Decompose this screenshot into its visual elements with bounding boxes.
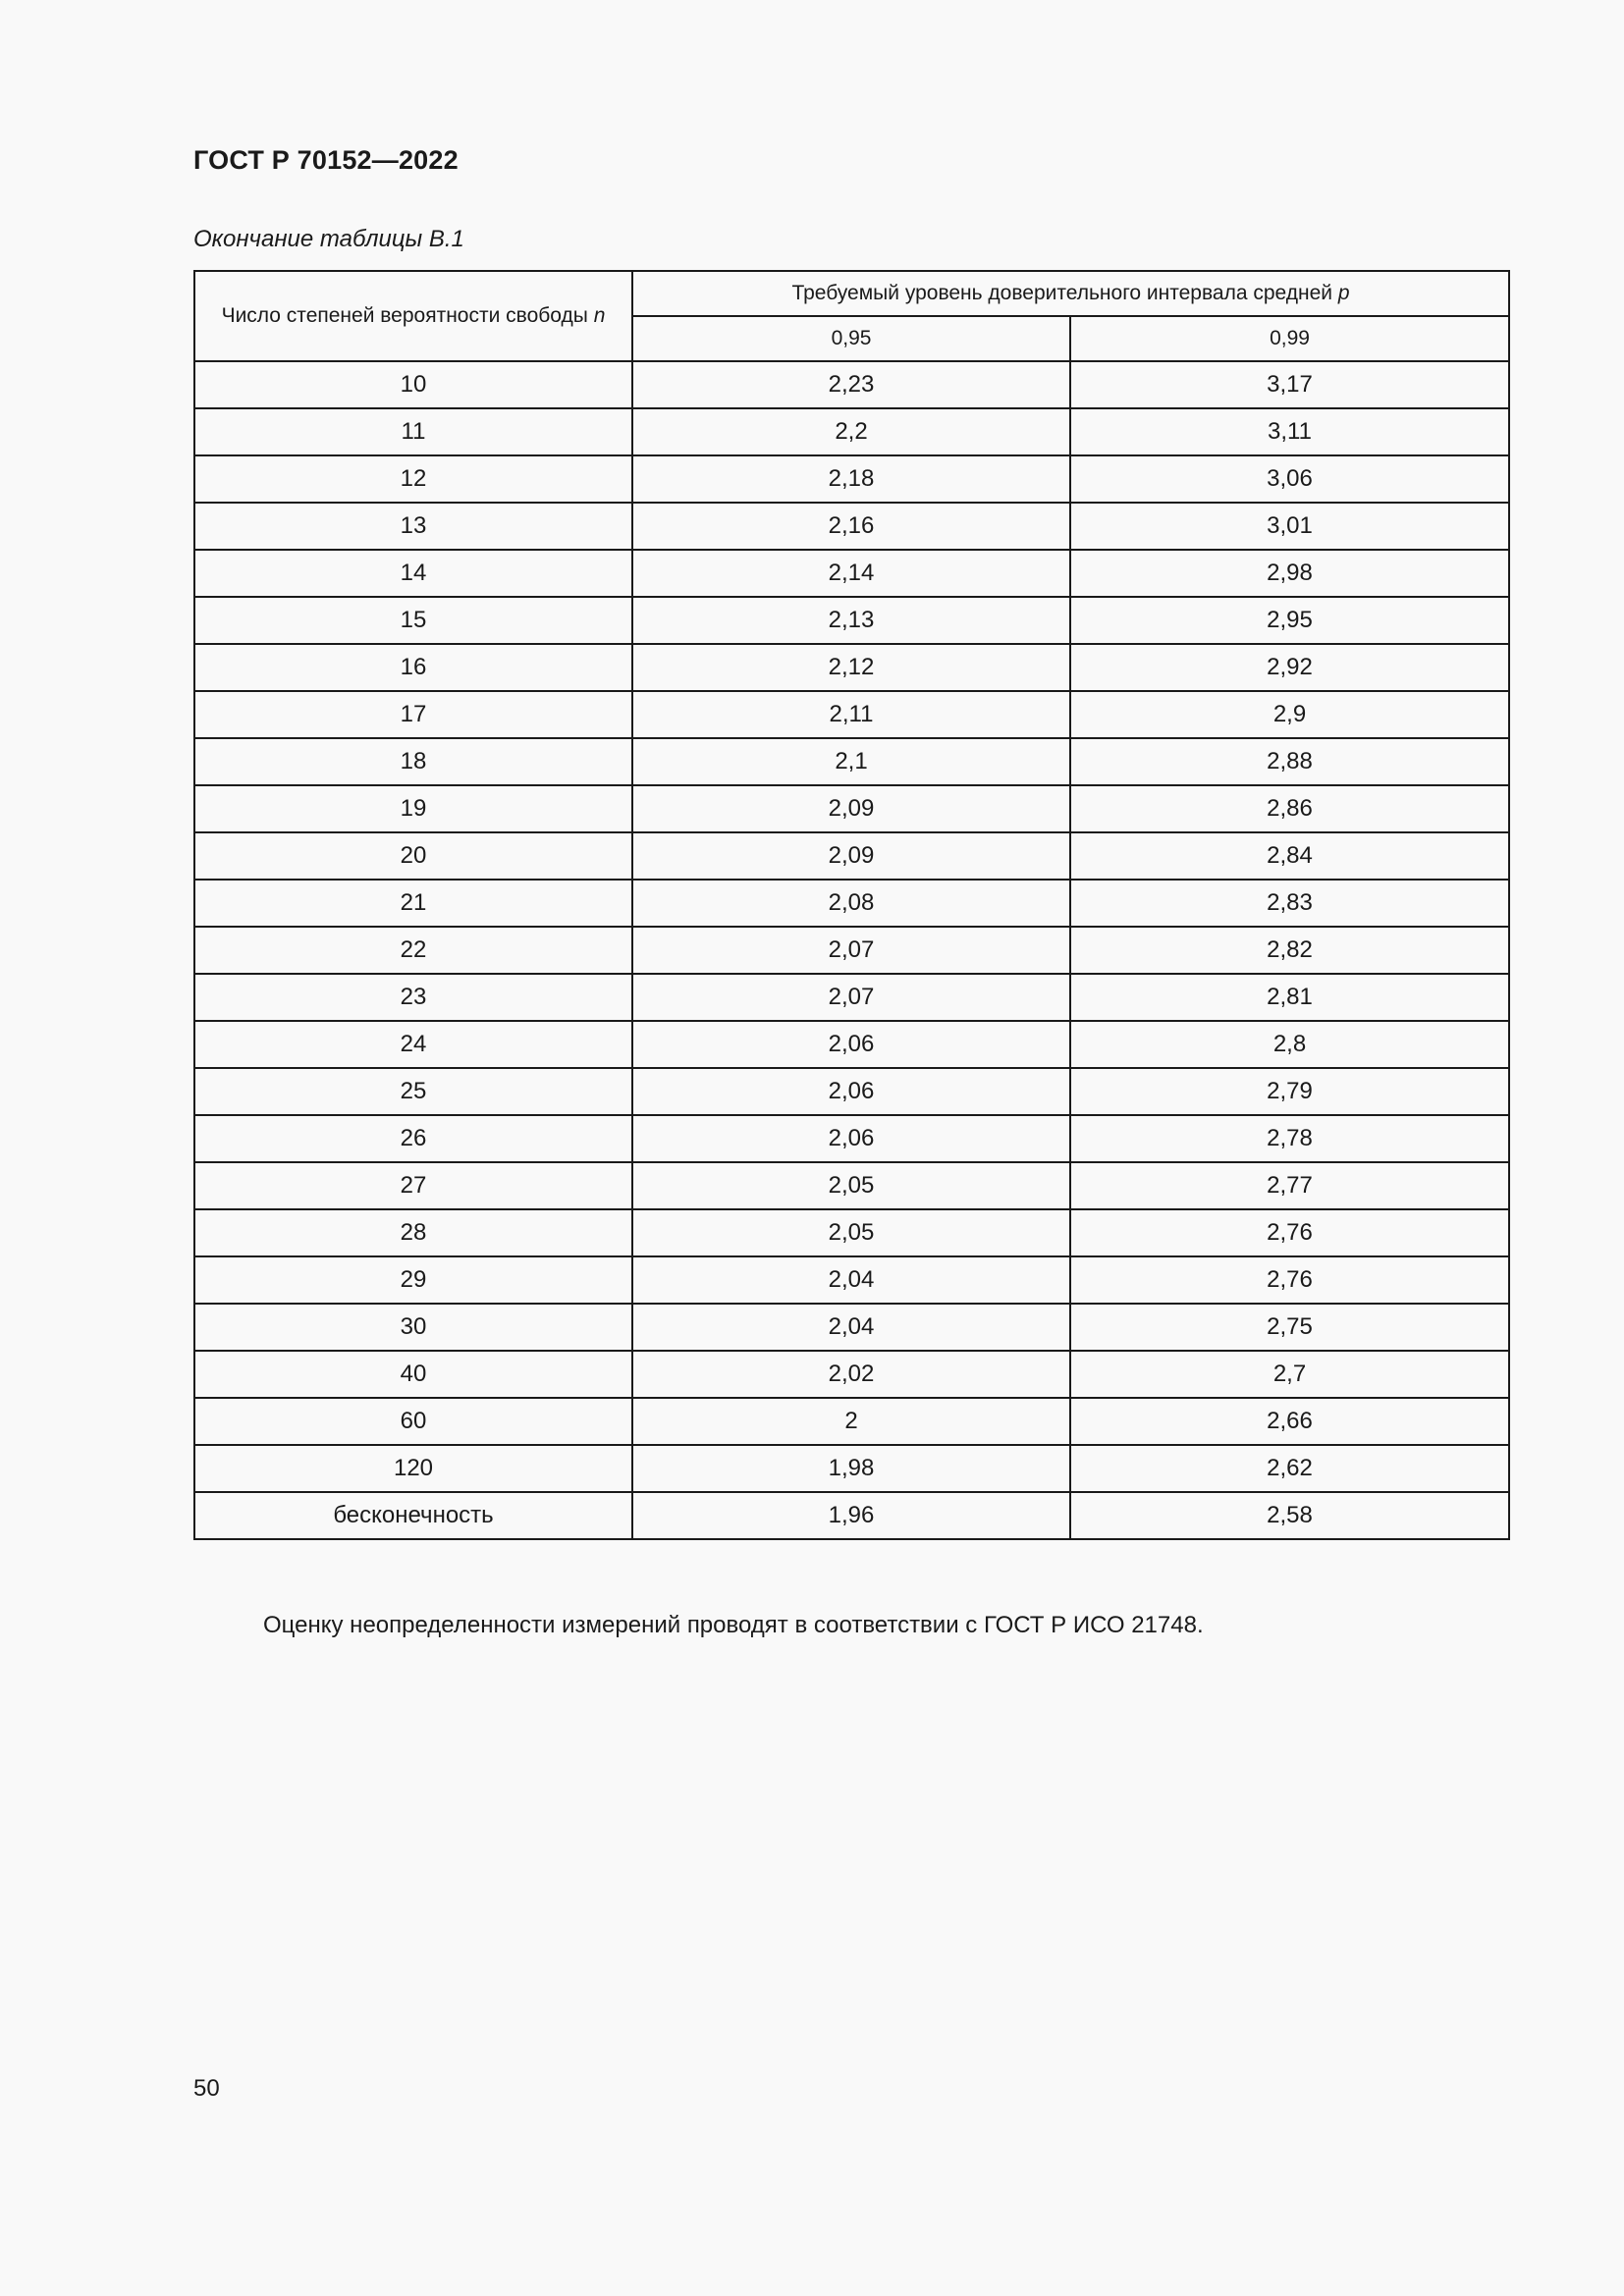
table-cell: 2,2 bbox=[632, 408, 1070, 455]
table-row bbox=[194, 974, 1509, 1021]
table-cell: 2,14 bbox=[632, 550, 1070, 597]
table-cell: 13 bbox=[194, 503, 632, 550]
body-paragraph: Оценку неопределенности измерений проводят в соответствии с ГОСТ Р ИСО 21748. bbox=[263, 1612, 1204, 1638]
table-row bbox=[194, 1021, 1509, 1068]
table-row bbox=[194, 644, 1509, 691]
column-group-header-confidence-level: Требуемый уровень доверительного интервала средней p bbox=[632, 271, 1509, 316]
data-table bbox=[193, 270, 1510, 1540]
table-row bbox=[194, 361, 1509, 408]
table-cell: 1,96 bbox=[632, 1492, 1070, 1539]
table-cell: 24 bbox=[194, 1021, 632, 1068]
table-cell: 2,13 bbox=[632, 597, 1070, 644]
table-cell: 2,05 bbox=[632, 1209, 1070, 1256]
table-cell: 2,06 bbox=[632, 1021, 1070, 1068]
table-cell: 18 bbox=[194, 738, 632, 785]
table-cell: 2,75 bbox=[1070, 1304, 1509, 1351]
table-cell: 2,83 bbox=[1070, 880, 1509, 927]
table-row bbox=[194, 927, 1509, 974]
table-cell: 16 bbox=[194, 644, 632, 691]
table-cell: 2,04 bbox=[632, 1256, 1070, 1304]
table-cell: 14 bbox=[194, 550, 632, 597]
document-id: ГОСТ Р 70152—2022 bbox=[193, 145, 459, 175]
table-cell: 3,17 bbox=[1070, 361, 1509, 408]
table-row bbox=[194, 691, 1509, 738]
table-row bbox=[194, 1492, 1509, 1539]
table-cell: 1,98 bbox=[632, 1445, 1070, 1492]
table-cell: 2,77 bbox=[1070, 1162, 1509, 1209]
table-cell: 60 bbox=[194, 1398, 632, 1445]
table-body bbox=[194, 361, 1509, 1539]
table-cell: 17 bbox=[194, 691, 632, 738]
table-cell: 3,11 bbox=[1070, 408, 1509, 455]
table-cell: 21 bbox=[194, 880, 632, 927]
table-cell: 2,06 bbox=[632, 1115, 1070, 1162]
table-cell: 40 bbox=[194, 1351, 632, 1398]
table-cell: 2 bbox=[632, 1398, 1070, 1445]
table-cell: 2,76 bbox=[1070, 1256, 1509, 1304]
table-cell: 23 bbox=[194, 974, 632, 1021]
table-cell: 2,76 bbox=[1070, 1209, 1509, 1256]
table-row bbox=[194, 1256, 1509, 1304]
table-cell: 12 bbox=[194, 455, 632, 503]
table-row bbox=[194, 1445, 1509, 1492]
table-cell: 29 bbox=[194, 1256, 632, 1304]
table-cell: 2,18 bbox=[632, 455, 1070, 503]
table-row bbox=[194, 1209, 1509, 1256]
table-cell: 2,62 bbox=[1070, 1445, 1509, 1492]
table-cell: 20 bbox=[194, 832, 632, 880]
table-cell: 2,02 bbox=[632, 1351, 1070, 1398]
table-cell: 2,7 bbox=[1070, 1351, 1509, 1398]
table-cell: 2,06 bbox=[632, 1068, 1070, 1115]
table-row bbox=[194, 455, 1509, 503]
table-cell: 2,07 bbox=[632, 974, 1070, 1021]
table-row bbox=[194, 408, 1509, 455]
table-cell: 10 bbox=[194, 361, 632, 408]
table-cell: 3,01 bbox=[1070, 503, 1509, 550]
table-row bbox=[194, 550, 1509, 597]
table-cell: 22 bbox=[194, 927, 632, 974]
table-cell: 2,86 bbox=[1070, 785, 1509, 832]
table-cell: 2,07 bbox=[632, 927, 1070, 974]
column-header-degrees-of-freedom: Число степеней вероятности свободы n bbox=[194, 271, 632, 361]
table-cell: 2,08 bbox=[632, 880, 1070, 927]
table-cell: бесконечность bbox=[194, 1492, 632, 1539]
table-row bbox=[194, 738, 1509, 785]
table-cell: 2,16 bbox=[632, 503, 1070, 550]
table-cell: 2,66 bbox=[1070, 1398, 1509, 1445]
table-cell: 2,84 bbox=[1070, 832, 1509, 880]
table-cell: 15 bbox=[194, 597, 632, 644]
table-row bbox=[194, 785, 1509, 832]
table-cell: 25 bbox=[194, 1068, 632, 1115]
table-cell: 2,81 bbox=[1070, 974, 1509, 1021]
table-caption: Окончание таблицы В.1 bbox=[193, 226, 464, 252]
table-cell: 120 bbox=[194, 1445, 632, 1492]
table-cell: 2,78 bbox=[1070, 1115, 1509, 1162]
table-row bbox=[194, 832, 1509, 880]
table-cell: 2,23 bbox=[632, 361, 1070, 408]
table-cell: 2,58 bbox=[1070, 1492, 1509, 1539]
table-cell: 2,09 bbox=[632, 832, 1070, 880]
table-row bbox=[194, 1398, 1509, 1445]
table-cell: 2,82 bbox=[1070, 927, 1509, 974]
table-cell: 2,09 bbox=[632, 785, 1070, 832]
table-row bbox=[194, 1115, 1509, 1162]
table-row bbox=[194, 1304, 1509, 1351]
table-row bbox=[194, 1162, 1509, 1209]
table-cell: 26 bbox=[194, 1115, 632, 1162]
table-cell: 3,06 bbox=[1070, 455, 1509, 503]
table-cell: 2,92 bbox=[1070, 644, 1509, 691]
column-header-095: 0,95 bbox=[632, 316, 1070, 361]
table-cell: 2,1 bbox=[632, 738, 1070, 785]
table-row bbox=[194, 597, 1509, 644]
table-cell: 2,05 bbox=[632, 1162, 1070, 1209]
table-cell: 2,9 bbox=[1070, 691, 1509, 738]
table-cell: 2,8 bbox=[1070, 1021, 1509, 1068]
table-row bbox=[194, 503, 1509, 550]
table-cell: 2,88 bbox=[1070, 738, 1509, 785]
column-header-099: 0,99 bbox=[1070, 316, 1509, 361]
table-cell: 2,11 bbox=[632, 691, 1070, 738]
table-cell: 19 bbox=[194, 785, 632, 832]
table-cell: 2,04 bbox=[632, 1304, 1070, 1351]
table-cell: 2,95 bbox=[1070, 597, 1509, 644]
table-cell: 27 bbox=[194, 1162, 632, 1209]
page-number: 50 bbox=[193, 2075, 220, 2102]
table-cell: 28 bbox=[194, 1209, 632, 1256]
table-row bbox=[194, 1351, 1509, 1398]
table-cell: 2,12 bbox=[632, 644, 1070, 691]
table-cell: 2,79 bbox=[1070, 1068, 1509, 1115]
table-cell: 30 bbox=[194, 1304, 632, 1351]
table-row bbox=[194, 880, 1509, 927]
table-cell: 2,98 bbox=[1070, 550, 1509, 597]
table-row bbox=[194, 1068, 1509, 1115]
table-cell: 11 bbox=[194, 408, 632, 455]
